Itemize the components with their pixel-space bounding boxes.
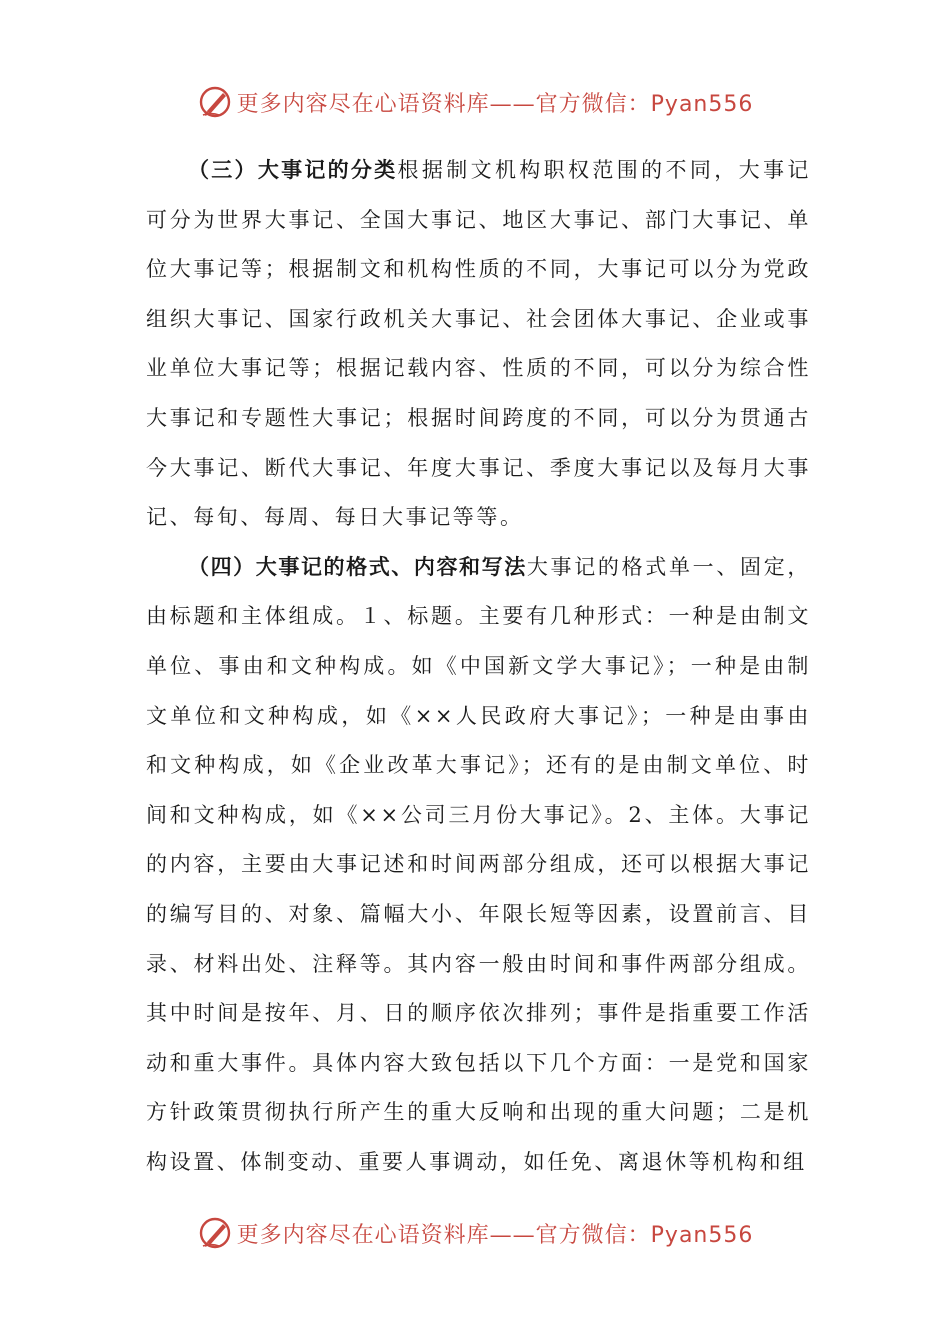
watermark-banner-top (0, 82, 950, 122)
paragraph-text: 根据制文机构职权范围的不同，大事记可分为世界大事记、全国大事记、地区大事记、部门大事记、单位大事记等；根据制文和机构性质的不同，大事记可以分为党政组织大事记、国家行政机关大事记、社会团体大事记、企业或事业单位大事记等；根据记载内容、性质的不同，可以分为综合性大事记和专题性大事记；根据时间跨度的不同，可以分为贯通古今大事记、断代大事记、年度大事记、季度大事记以及每月大事记、每旬、每周、每日大事记等等。 (146, 158, 812, 530)
paragraph-format (146, 543, 811, 1188)
pen-circle-icon (197, 84, 233, 120)
watermark-text: 更多内容尽在心语资料库——官方微信：Pyan556 (236, 1222, 754, 1248)
wechat-id: Pyan556 (650, 91, 754, 117)
wechat-id: Pyan556 (650, 1222, 754, 1248)
paragraph-text: 大事记的格式单一、固定，由标题和主体组成。１、标题。主要有几种形式：一种是由制文单位、事由和文种构成。如《中国新文学大事记》；一种是由制文单位和文种构成，如《××人民政府大事记》；一种是由事由和文种构成，如《企业改革大事记》；还有的是由制文单位、时间和文种构成，如《××公司三月份大事记》。2、主体。大事记的内容，主要由大事记述和时间两部分组成，还可以根据大事记的编写目的、对象、篇幅大小、年限长短等因素，设置前言、目录、材料出处、注释等。其内容一般由时间和事件两部分组成。其中时间是按年、月、日的顺序依次排列；事件是指重要工作活动和重大事件。具体内容大致包括以下几个方面：一是党和国家方针政策贯彻执行所产生的重大反响和出现的重大问题；二是机构设置、体制变动、重要人事调动，如任免、离退休等机构和组 (146, 554, 811, 1174)
section-heading: （三）大事记的分类 (188, 158, 398, 182)
section-heading: （四）大事记的格式、内容和写法 (188, 554, 527, 579)
paragraph-classification (146, 146, 811, 543)
pen-circle-icon (197, 1215, 233, 1251)
watermark-text: 更多内容尽在心语资料库——官方微信：Pyan556 (236, 91, 754, 117)
document-body (146, 146, 811, 1187)
watermark-banner-bottom (0, 1213, 950, 1253)
